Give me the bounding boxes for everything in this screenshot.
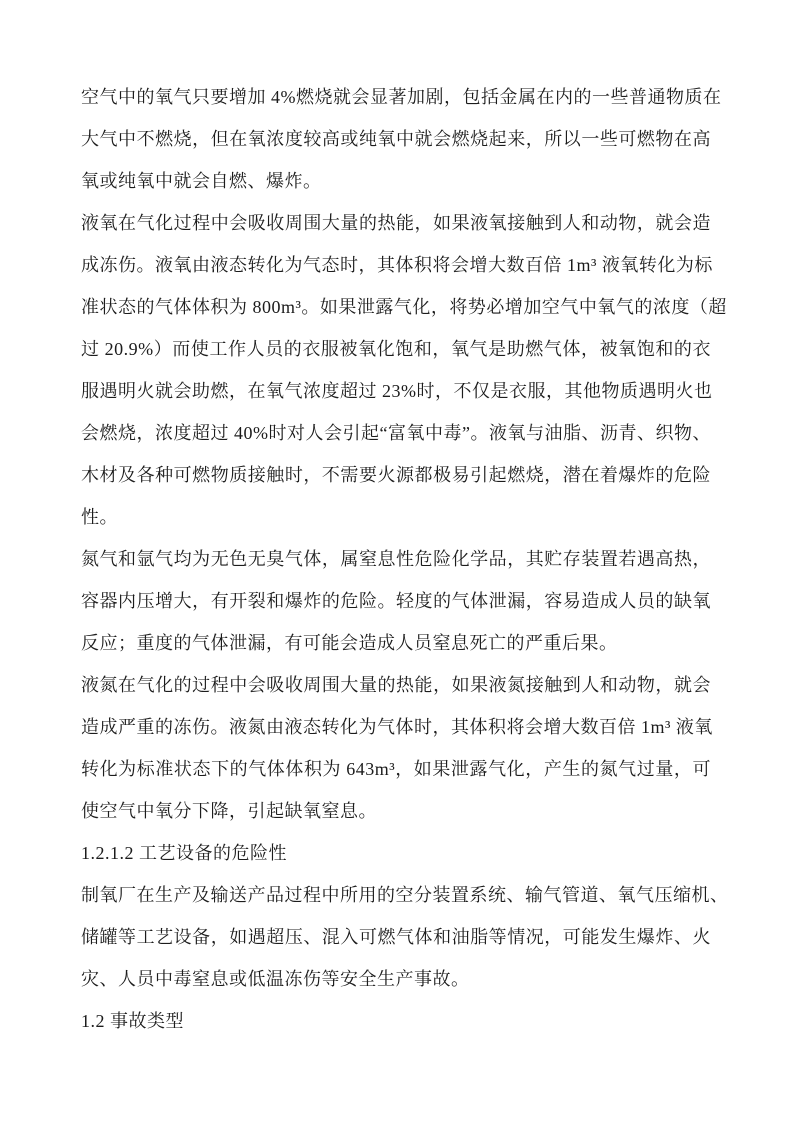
text-line: 服遇明火就会助燃，在氧气浓度超过 23%时，不仅是衣服，其他物质遇明火也: [81, 381, 713, 401]
text-line: 液氧在气化过程中会吸收周围大量的热能，如果液氧接触到人和动物，就会造: [81, 213, 711, 233]
paragraph: [81, 664, 711, 832]
text-flow: [81, 76, 729, 1042]
text-line: 灾、人员中毒窒息或低温冻伤等安全生产事故。: [81, 969, 470, 989]
text-line: 成冻伤。液氧由液态转化为气态时，其体积将会增大数百倍 1m³ 液氧转化为标: [81, 255, 713, 275]
heading-text: 1.2 事故类型: [81, 1011, 184, 1031]
text-line: 过 20.9%）而使工作人员的衣服被氧化饱和，氧气是助燃气体，被氧饱和的衣: [81, 339, 711, 359]
section-heading: [81, 1000, 711, 1042]
paragraph: [81, 538, 711, 664]
text-line: 液氮在气化的过程中会吸收周围大量的热能，如果液氮接触到人和动物，就会: [81, 675, 711, 695]
paragraph: [81, 76, 722, 202]
text-line: 空气中的氧气只要增加 4%燃烧就会显著加剧，包括金属在内的一些普通物质在: [81, 87, 722, 107]
text-line: 准状态的气体体积为 800m³。如果泄露气化，将势必增加空气中氧气的浓度（超: [81, 297, 727, 317]
text-line: 氧或纯氧中就会自燃、爆炸。: [81, 171, 322, 191]
text-line: 储罐等工艺设备，如遇超压、混入可燃气体和油脂等情况，可能发生爆炸、火: [81, 927, 711, 947]
paragraph: [81, 202, 727, 538]
paragraph: [81, 874, 729, 1000]
heading-text: 1.2.1.2 工艺设备的危险性: [81, 843, 287, 863]
text-line: 制氧厂在生产及输送产品过程中所用的空分装置系统、输气管道、氧气压缩机、: [81, 885, 729, 905]
text-line: 使空气中氧分下降，引起缺氧窒息。: [81, 801, 377, 821]
text-line: 造成严重的冻伤。液氮由液态转化为气体时，其体积将会增大数百倍 1m³ 液氧: [81, 717, 713, 737]
text-line: 性。: [81, 507, 118, 527]
text-line: 会燃烧，浓度超过 40%时对人会引起“富氧中毒”。液氧与油脂、沥青、织物、: [81, 423, 711, 443]
text-line: 反应；重度的气体泄漏，有可能会造成人员窒息死亡的严重后果。: [81, 633, 618, 653]
text-line: 大气中不燃烧，但在氧浓度较高或纯氧中就会燃烧起来，所以一些可燃物在高: [81, 129, 711, 149]
section-heading: [81, 832, 711, 874]
text-line: 容器内压增大，有开裂和爆炸的危险。轻度的气体泄漏，容易造成人员的缺氧: [81, 591, 711, 611]
text-line: 氮气和氩气均为无色无臭气体，属窒息性危险化学品，其贮存装置若遇高热，: [81, 549, 711, 569]
text-line: 转化为标准状态下的气体体积为 643m³，如果泄露气化，产生的氮气过量，可: [81, 759, 711, 779]
text-line: 木材及各种可燃物质接触时，不需要火源都极易引起燃烧，潜在着爆炸的危险: [81, 465, 711, 485]
